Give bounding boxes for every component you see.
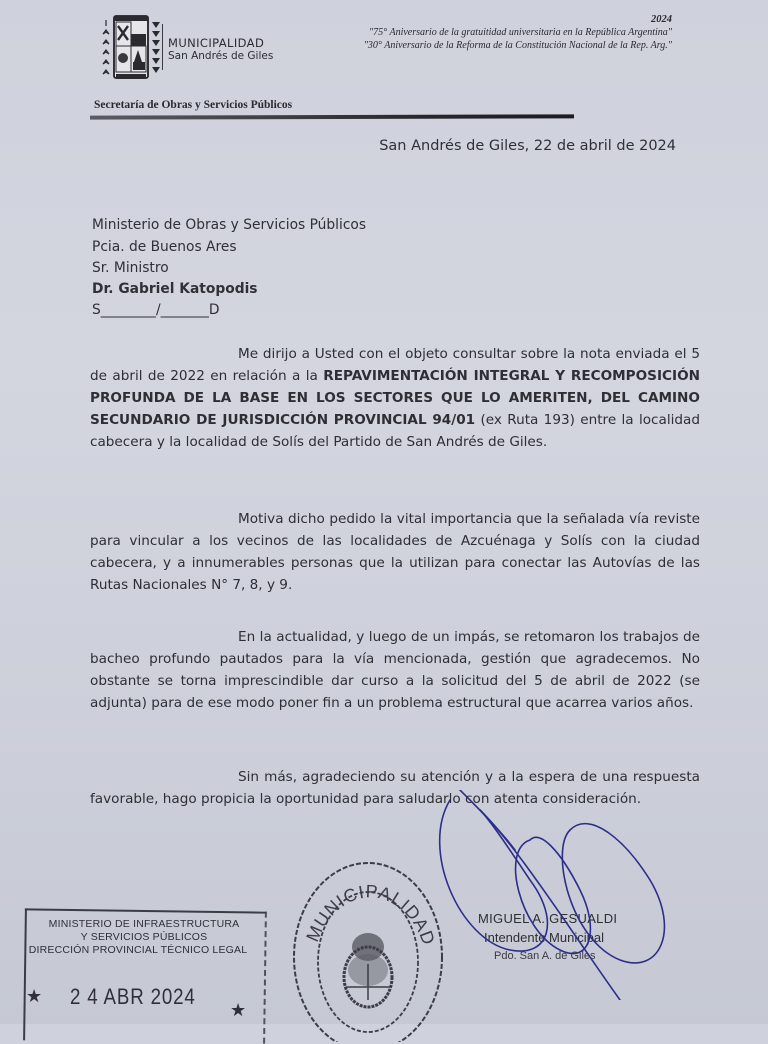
paragraph-1-end: (ex Ruta 193) entre la localidad cabecera y la localidad de Solís del Partido de San Andrés de Giles. <box>90 412 700 450</box>
paragraph-3 <box>90 626 700 714</box>
header-motto-1: "75° Aniversario de la gratuitidad universitaria en la República Argentina" <box>368 27 672 38</box>
municipality-subtitle: San Andrés de Giles <box>168 50 274 62</box>
paragraph-2 <box>90 508 700 596</box>
addressee-title: Sr. Ministro <box>92 260 169 276</box>
paragraph-3-text: En la actualidad, y luego de un impás, se retomaron los trabajos de bacheo profundo pautados para la vía mencionada, gestión que agradecemos. No obstante se torna imprescindible dar curso a la solicitud del 5 de abril de 2022 (se adjunta) para de ese modo poner fin a un problema estructural que acarrea varios años. <box>90 629 700 711</box>
stamp-line-1: MINISTERIO DE INFRAESTRUCTURA <box>48 918 240 930</box>
addressee-ministry: Ministerio de Obras y Servicios Públicos <box>92 217 367 233</box>
paragraph-1-subject: REPAVIMENTACIÓN INTEGRAL Y RECOMPOSICIÓN PROFUNDA DE LA BASE EN LOS SECTORES QUE LO AMERITEN, DEL CAMINO SECUNDARIO DE JURISDICCIÓN PROVINCIAL 94/01 <box>90 368 700 428</box>
stamp-date: 2 4 ABR 2024 <box>70 984 196 1009</box>
stamp-line-3: DIRECCIÓN PROVINCIAL TÉCNICO LEGAL <box>28 944 248 956</box>
municipal-crest-icon <box>100 12 162 88</box>
svg-text:MUNICIPALIDAD: MUNICIPALIDAD <box>302 881 440 949</box>
municipality-name: MUNICIPALIDAD <box>168 36 265 50</box>
paragraph-4-text: Sin más, agradeciendo su atención y a la espera de una respuesta favorable, hago propicia la oportunidad para saludarlo con atenta consideración. <box>90 769 700 807</box>
stamp-line-2: Y SERVICIOS PÚBLICOS <box>80 931 208 943</box>
header-motto-2: "30° Aniversario de la Reforma de la Constitución Nacional de la Rep. Arg." <box>363 40 672 51</box>
letterhead-divider <box>162 24 163 70</box>
addressee-name: Dr. Gabriel Katopodis <box>92 281 258 297</box>
paragraph-2-text: Motiva dicho pedido la vital importancia que la señalada vía reviste para vincular a los vecinos de las localidades de Azcuénaga y Solís con la ciudad cabecera, y a innumerables personas que la utilizan para conectar las Autovías de las Rutas Nacionales N° 7, 8, y 9. <box>90 511 700 593</box>
signatory-name: MIGUEL A. GESUALDI <box>478 911 618 926</box>
handwritten-signature <box>420 790 680 1000</box>
star-icon: ★ <box>26 986 43 1007</box>
paragraph-1 <box>90 343 700 453</box>
header-year: 2024 <box>651 14 672 25</box>
paragraph-4 <box>90 766 700 810</box>
header-rule <box>90 114 574 119</box>
municipal-seal-icon <box>288 852 448 1042</box>
signatory-role: Intendente Municipal <box>484 930 604 945</box>
star-icon: ★ <box>230 1000 247 1021</box>
paragraph-1-start: Me dirijo a Usted con el objeto consultar sobre la nota enviada el 5 de abril de 2022 en relación a la <box>90 346 700 384</box>
department-name: Secretaría de Obras y Servicios Públicos <box>94 99 293 111</box>
addressee-province: Pcia. de Buenos Ares <box>92 239 237 255</box>
signatory-place: Pdo. San A. de Giles <box>494 950 596 962</box>
addressee-sd: S________/_______D <box>92 302 220 318</box>
letter-date: San Andrés de Giles, 22 de abril de 2024 <box>379 138 676 154</box>
